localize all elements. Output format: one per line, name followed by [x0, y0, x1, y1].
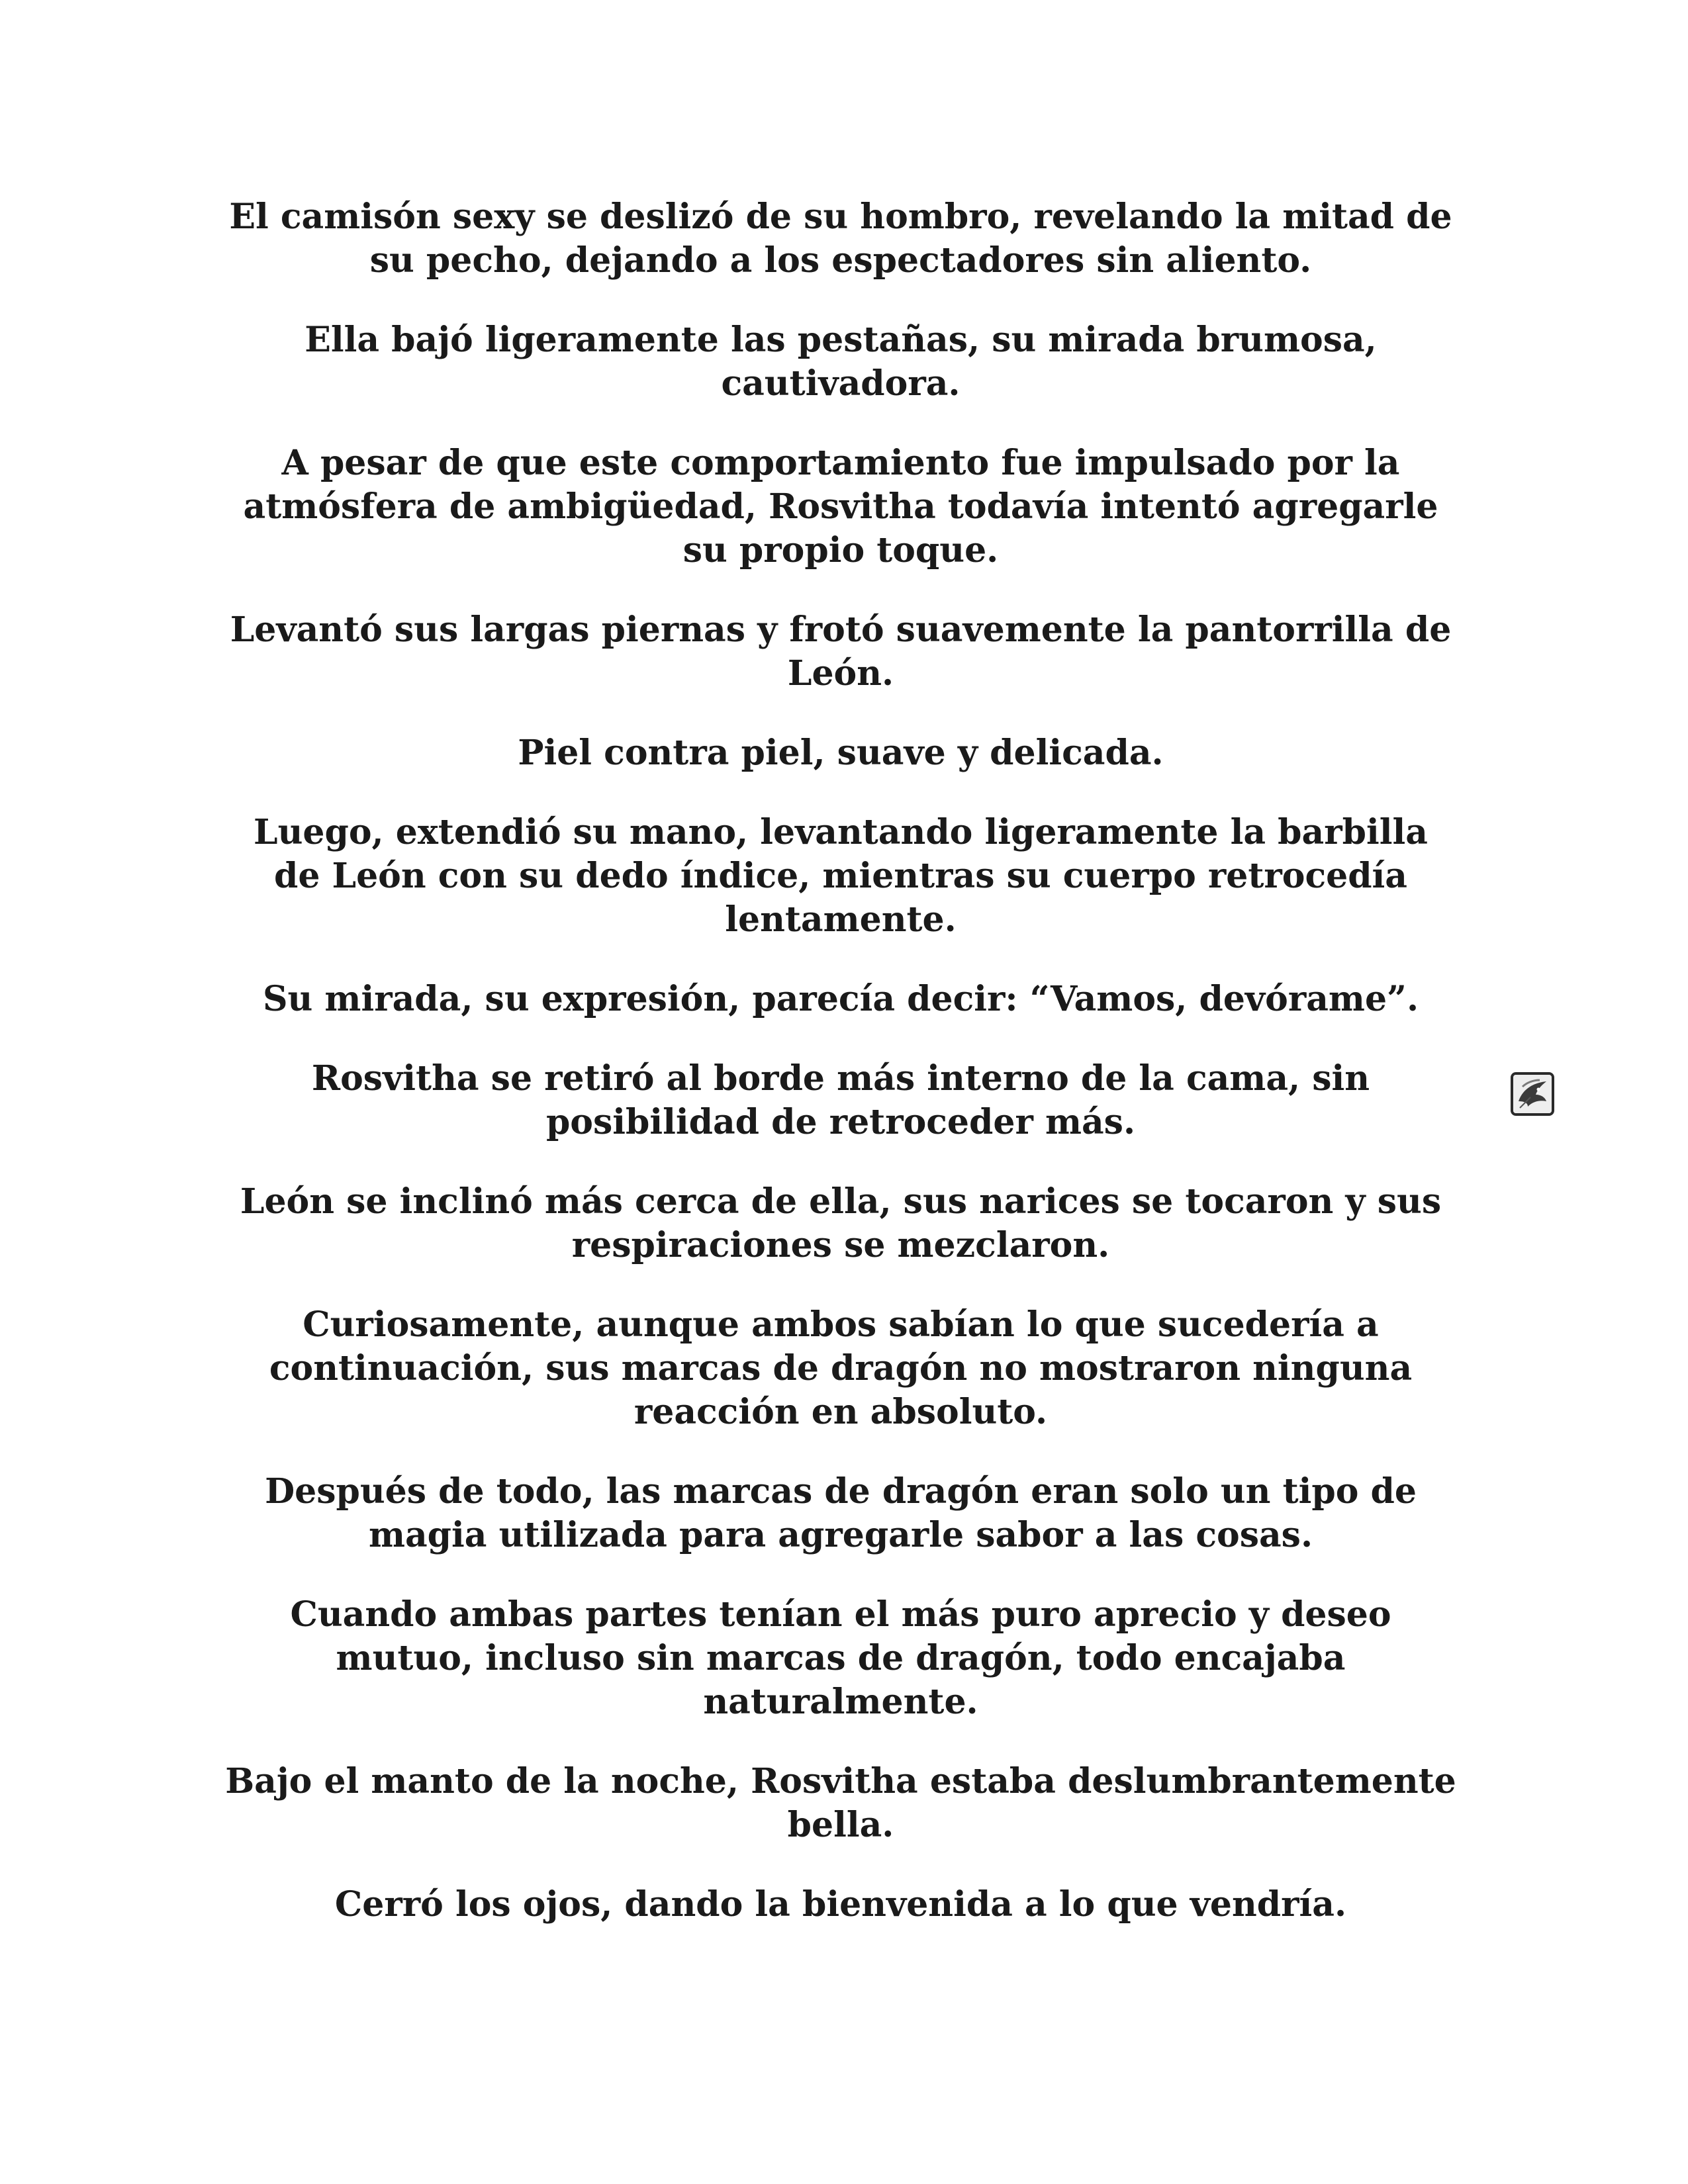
paragraph: Bajo el manto de la noche, Rosvitha estaba deslumbrantemente bella. [225, 1761, 1456, 1845]
paragraph: Levantó sus largas piernas y frotó suavemente la pantorrilla de León. [230, 610, 1452, 694]
paragraph: Cerró los ojos, dando la bienvenida a lo que vendría. [334, 1884, 1347, 1925]
paragraph: El camisón sexy se deslizó de su hombro, revelando la mitad de su pecho, dejando a los espectadores sin aliento. [229, 197, 1452, 281]
paragraph: Su mirada, su expresión, parecía decir: “Vamos, devórame”. [262, 979, 1419, 1019]
paragraph: Ella bajó ligeramente las pestañas, su mirada brumosa, cautivadora. [305, 320, 1377, 404]
dragon-emblem-icon [1511, 1072, 1554, 1116]
story-text [225, 195, 1456, 1962]
paragraph: León se inclinó más cerca de ella, sus narices se tocaron y sus respiraciones se mezclaron. [240, 1181, 1442, 1265]
paragraph: Piel contra piel, suave y delicada. [518, 733, 1164, 773]
paragraph: Después de todo, las marcas de dragón eran solo un tipo de magia utilizada para agregarle sabor a las cosas. [265, 1471, 1417, 1555]
paragraph: Cuando ambas partes tenían el más puro aprecio y deseo mutuo, incluso sin marcas de dragón, todo encajaba naturalmente. [290, 1594, 1391, 1722]
paragraph: Curiosamente, aunque ambos sabían lo que sucedería a continuación, sus marcas de dragón no mostraron ninguna reacción en absoluto. [269, 1304, 1413, 1432]
paragraph: Luego, extendió su mano, levantando ligeramente la barbilla de León con su dedo índice, mientras su cuerpo retrocedía lentamente. [254, 812, 1428, 940]
paragraph: Rosvitha se retiró al borde más interno de la cama, sin posibilidad de retroceder más. [311, 1058, 1370, 1142]
paragraph: A pesar de que este comportamiento fue impulsado por la atmósfera de ambigüedad, Rosvitha todavía intentó agregarle su propio toque. [243, 443, 1438, 570]
